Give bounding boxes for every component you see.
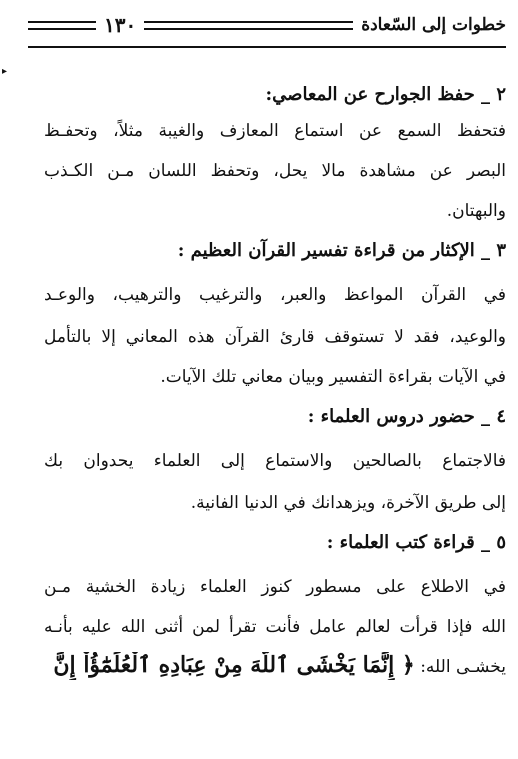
- section-3-line-1: في القرآن المواعظ والعبر، والترغيب والترهيب، والوعـد: [44, 285, 506, 305]
- section-5-line-3-prefix: يخشـى الله:: [420, 657, 506, 677]
- section-4-line-1: فالاجتماع بالصالحين والاستماع إلى العلماء يحدوان بك: [44, 451, 506, 471]
- section-2-line-2: البصر عن مشاهدة مالا يحل، وتحفظ اللسان مـن الكـذب: [44, 161, 506, 181]
- book-title: خطوات إلى السّعادة: [361, 15, 506, 35]
- section-heading-4: ٤ _ حضور دروس العلماء :: [307, 406, 506, 427]
- section-5-line-3: [44, 652, 506, 680]
- header-rule-right: [144, 21, 353, 30]
- section-2-line-1: فتحفظ السمع عن استماع المعازف والغيبة مثلاً، وتحفـظ: [44, 121, 506, 141]
- page-number: ١٣٠: [104, 13, 137, 37]
- section-heading-5: ٥ _ قراءة كتب العلماء :: [326, 532, 506, 553]
- section-4-line-2: إلى طريق الآخرة، ويزهدانك في الدنيا الفانية.: [190, 493, 506, 513]
- section-3-line-3: في الآيات بقراءة التفسير وبيان معاني تلك الآيات.: [160, 367, 506, 387]
- quran-verse: ﴿ إِنَّمَا يَخْشَى ٱللَّهَ مِنْ عِبَادِهِ ٱلْعُلَمَٰٓؤُاْ إِنَّ: [53, 652, 415, 678]
- page-header: [28, 8, 506, 42]
- section-5-line-2: الله فإذا قرأت لعالم عامل فأنت تقرأ لمن أثنى الله عليه بأنـه: [44, 617, 506, 637]
- section-2-line-3: والبهتان.: [446, 201, 506, 221]
- section-5-line-1: في الاطلاع على مسطور كنوز العلماء زيادة الخشية مـن: [44, 577, 506, 597]
- section-3-line-2: والوعيد، فقد لا تستوقف قارئ القرآن هذه المعاني إلا بالتأمل: [44, 327, 506, 347]
- header-rule-left: [28, 21, 96, 30]
- header-underline: [28, 46, 506, 48]
- section-heading-3: ٣ _ الإكثار من قراءة تفسير القرآن العظيم :: [177, 240, 506, 261]
- section-heading-2: ٢ _ حفظ الجوارح عن المعاصي:: [265, 84, 506, 105]
- margin-mark: ▸: [2, 66, 8, 77]
